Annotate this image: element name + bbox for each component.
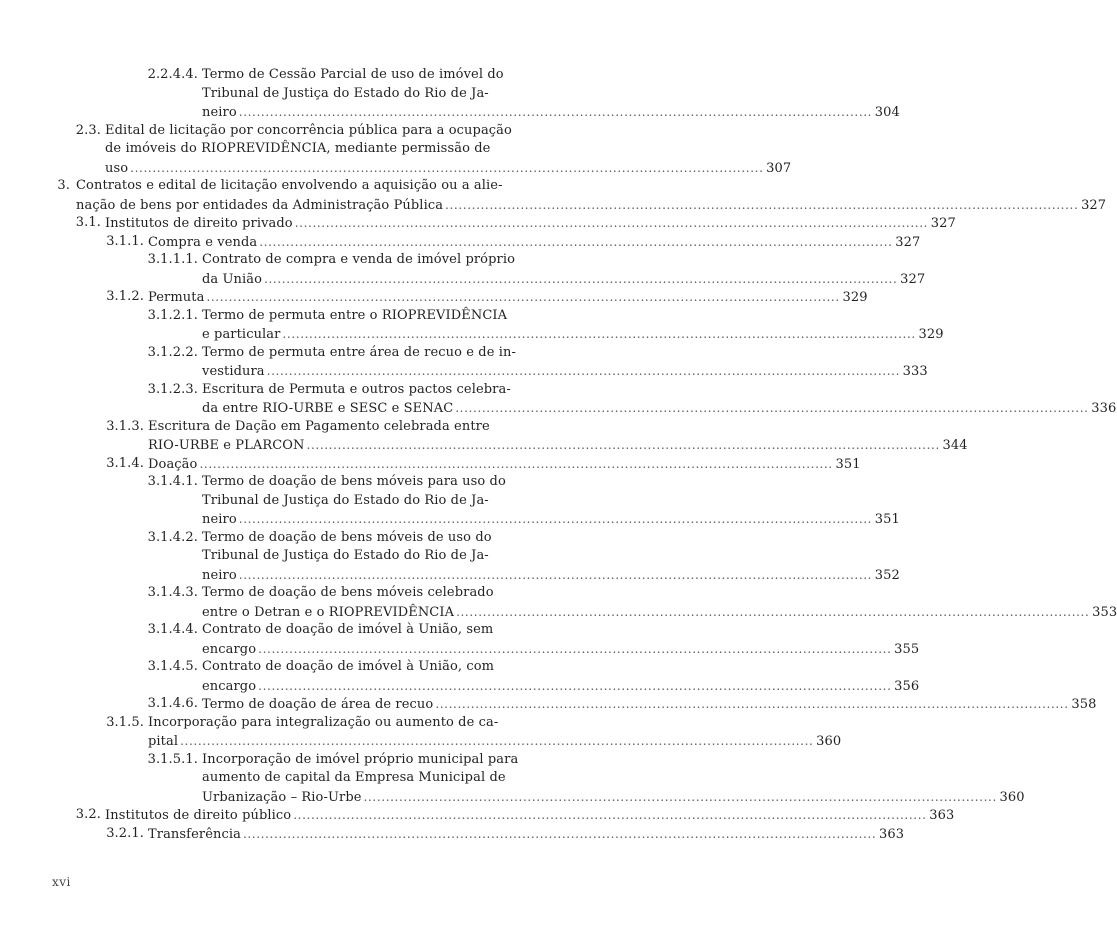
toc-entry-page: 344 (942, 438, 968, 453)
toc-entry[interactable] (106, 418, 968, 455)
dot-leader (264, 270, 895, 290)
dot-leader (130, 159, 761, 179)
toc-entry[interactable] (75, 806, 955, 825)
toc-entry-page: 327 (1081, 197, 1107, 213)
toc-entry[interactable] (147, 751, 1025, 807)
toc-entry-number: 3.1.4. (106, 455, 144, 471)
toc-entry-page: 360 (816, 734, 842, 749)
toc-entry-title-line: neiro (202, 105, 237, 120)
toc-entry-number: 3.1. (75, 215, 101, 230)
dot-leader (267, 362, 898, 382)
toc-entry-page: 353 (1092, 604, 1117, 620)
toc-entry-title-line: uso (105, 160, 129, 176)
toc-entry-number: 3.1.1. (106, 233, 144, 249)
toc-entry[interactable] (147, 251, 926, 288)
dot-leader (282, 325, 913, 345)
toc-entry-number: 3.1.5.1. (147, 751, 198, 767)
toc-entry[interactable] (106, 455, 861, 474)
toc-entry-page: 327 (900, 271, 926, 287)
toc-entry-title-line: Edital de licitação por concorrência pública para a ocupação (105, 122, 512, 138)
page-number: xvi (52, 875, 71, 889)
dot-leader (259, 233, 890, 253)
toc-entry-title-line: Tribunal de Justiça do Estado do Rio de Ja- (202, 85, 489, 101)
toc-entry-title-line: entre o Detran e o RIOPREVIDÊNCIA (202, 604, 455, 620)
toc-entry-title-line: Institutos de direito público (105, 808, 292, 823)
toc-entry[interactable] (106, 288, 868, 307)
toc-entry-title-line: Escritura de Dação em Pagamento celebrada entre (148, 418, 490, 434)
toc-entry-title-line: de imóveis do RIOPREVIDÊNCIA, mediante permissão de (105, 141, 491, 156)
toc-entry-page: 329 (842, 290, 868, 305)
toc-entry-title-line: Tribunal de Justiça do Estado do Rio de Ja- (202, 548, 489, 563)
toc-entry-number: 3.1.4.3. (147, 585, 198, 600)
toc-entry[interactable] (147, 307, 944, 344)
toc-entry-number: 3.1.5. (106, 714, 144, 730)
dot-leader (180, 732, 811, 752)
toc-entry-page: 356 (894, 678, 920, 694)
toc-entry-page: 351 (874, 512, 900, 527)
dot-leader (455, 399, 1086, 419)
toc-entry-title-line: neiro (202, 567, 237, 583)
toc-entry[interactable] (147, 529, 900, 585)
toc-entry[interactable] (147, 695, 1097, 714)
toc-entry-title-line: Institutos de direito privado (105, 216, 293, 231)
toc-entry-title-line: encargo (202, 678, 257, 694)
toc-entry[interactable] (75, 122, 792, 178)
toc-entry-page: 329 (918, 327, 944, 342)
dot-leader (239, 510, 870, 530)
toc-entry[interactable] (147, 344, 928, 381)
toc-entry-page: 304 (874, 105, 900, 120)
toc-entry-title-line: Termo de Cessão Parcial de uso de imóvel do (202, 67, 504, 82)
toc-entry-number: 3.1.4.6. (147, 696, 198, 711)
toc-entry-page: 351 (835, 456, 861, 472)
toc-entry-number: 3.1.4.2. (147, 529, 198, 545)
toc-entry-page: 363 (878, 826, 905, 842)
toc-entry-page: 358 (1071, 697, 1097, 712)
toc-entry[interactable] (75, 214, 956, 233)
toc-entry-number: 3.1.2.2. (147, 344, 198, 360)
toc-entry-title-line: encargo (202, 641, 257, 657)
toc-entry-number: 3.2. (75, 807, 101, 822)
toc-entry-title-line: da entre RIO-URBE e SESC e SENAC (202, 401, 454, 416)
toc-entry-title-line: RIO-URBE e PLARCON (148, 438, 305, 453)
dot-leader (307, 436, 938, 456)
toc-entry-title-line: Escritura de Permuta e outros pactos celebra- (202, 381, 511, 397)
toc-entry-number: 3.1.2.1. (147, 307, 198, 323)
toc-entry-title-line: Incorporação de imóvel próprio municipal para (202, 751, 519, 767)
toc-entry-number: 3.1.4.5. (147, 659, 198, 674)
toc-entry-title-line: Termo de permuta entre o RIOPREVIDÊNCIA (202, 307, 508, 323)
toc-entry[interactable] (147, 658, 920, 695)
toc-entry-title-line: Incorporação para integralização ou aumento de ca- (148, 714, 499, 730)
toc-entry-title-line: Compra e venda (148, 234, 258, 250)
dot-leader (206, 288, 837, 308)
dot-leader (243, 825, 874, 845)
toc-entry-title-line: Doação (148, 456, 198, 472)
dot-leader (445, 196, 1076, 216)
toc-entry[interactable] (147, 473, 900, 529)
toc-entry[interactable] (106, 825, 905, 844)
toc-entry[interactable] (106, 714, 842, 751)
dot-leader (258, 640, 889, 660)
toc-entry-title-line: Termo de doação de área de recuo (202, 697, 434, 712)
toc-entry-number: 3.1.2. (106, 289, 144, 304)
toc-entry-page: 355 (894, 641, 920, 657)
toc-entry-title-line: Termo de doação de bens móveis de uso do (202, 529, 492, 545)
toc-entry-title-line: Urbanização – Rio-Urbe (202, 789, 362, 805)
dot-leader (295, 214, 926, 234)
toc-entry-page: 360 (999, 789, 1025, 805)
toc-entry[interactable] (147, 621, 920, 658)
toc-entry-page: 363 (929, 808, 955, 823)
toc-entry[interactable] (57, 177, 1107, 214)
toc-entry-title-line: Contrato de doação de imóvel à União, com (202, 659, 495, 674)
dot-leader (364, 788, 995, 808)
toc-entry-number: 3.1.1.1. (147, 252, 198, 267)
toc-entry-number: 3. (57, 178, 70, 193)
toc-entry-page: 333 (902, 364, 928, 379)
dot-leader (293, 806, 924, 826)
toc-entry-title-line: Tribunal de Justiça do Estado do Rio de Ja- (202, 492, 489, 508)
dot-leader (239, 103, 870, 123)
toc-entry-title-line: Permuta (148, 290, 205, 305)
dot-leader (239, 566, 870, 586)
toc-entry-title-line: Termo de doação de bens móveis para uso do (202, 474, 506, 489)
toc-entry-page: 352 (874, 567, 900, 583)
toc-entry-title-line: e particular (202, 327, 281, 342)
toc-entry-number: 3.1.3. (106, 418, 144, 434)
toc-entry-number: 2.3. (75, 122, 101, 138)
toc-entry-title-line: Contrato de doação de imóvel à União, sem (202, 622, 494, 637)
toc-entry-page: 336 (1091, 401, 1117, 416)
toc-entry[interactable] (147, 584, 1117, 621)
toc-entry-page: 307 (766, 160, 792, 176)
toc-entry-number: 2.2.4.4. (147, 67, 198, 82)
dot-leader (456, 603, 1087, 623)
toc-entry-title-line: aumento de capital da Empresa Municipal de (202, 770, 506, 785)
toc-entry-number: 3.1.4.1. (147, 474, 198, 489)
toc-entry-title-line: Contratos e edital de licitação envolvendo a aquisição ou a alie- (76, 178, 503, 193)
dot-leader (435, 695, 1066, 715)
toc-entry[interactable] (147, 381, 1117, 418)
toc-entry-title-line: Termo de doação de bens móveis celebrado (202, 585, 494, 600)
toc-entry[interactable] (106, 233, 921, 252)
toc-entry-title-line: vestidura (202, 364, 265, 379)
toc-entry-title-line: neiro (202, 512, 237, 527)
toc-entry-title-line: Transferência (148, 826, 241, 842)
toc-entry-number: 3.1.4.4. (147, 622, 198, 637)
toc-entry-title-line: da União (202, 271, 263, 287)
toc-entry-title-line: Contrato de compra e venda de imóvel próprio (202, 252, 516, 267)
dot-leader (199, 455, 830, 475)
toc-entry-number: 3.2.1. (106, 825, 144, 841)
toc-entry-title-line: nação de bens por entidades da Administração Pública (76, 197, 444, 213)
toc-entry-number: 3.1.2.3. (147, 381, 198, 397)
toc-entry-page: 327 (930, 216, 956, 231)
dot-leader (258, 677, 889, 697)
toc-entry-title-line: pital (148, 734, 179, 749)
toc-entry-title-line: Termo de permuta entre área de recuo e de in- (202, 344, 516, 360)
toc-entry-page: 327 (895, 234, 921, 250)
toc-entry[interactable] (147, 66, 900, 122)
